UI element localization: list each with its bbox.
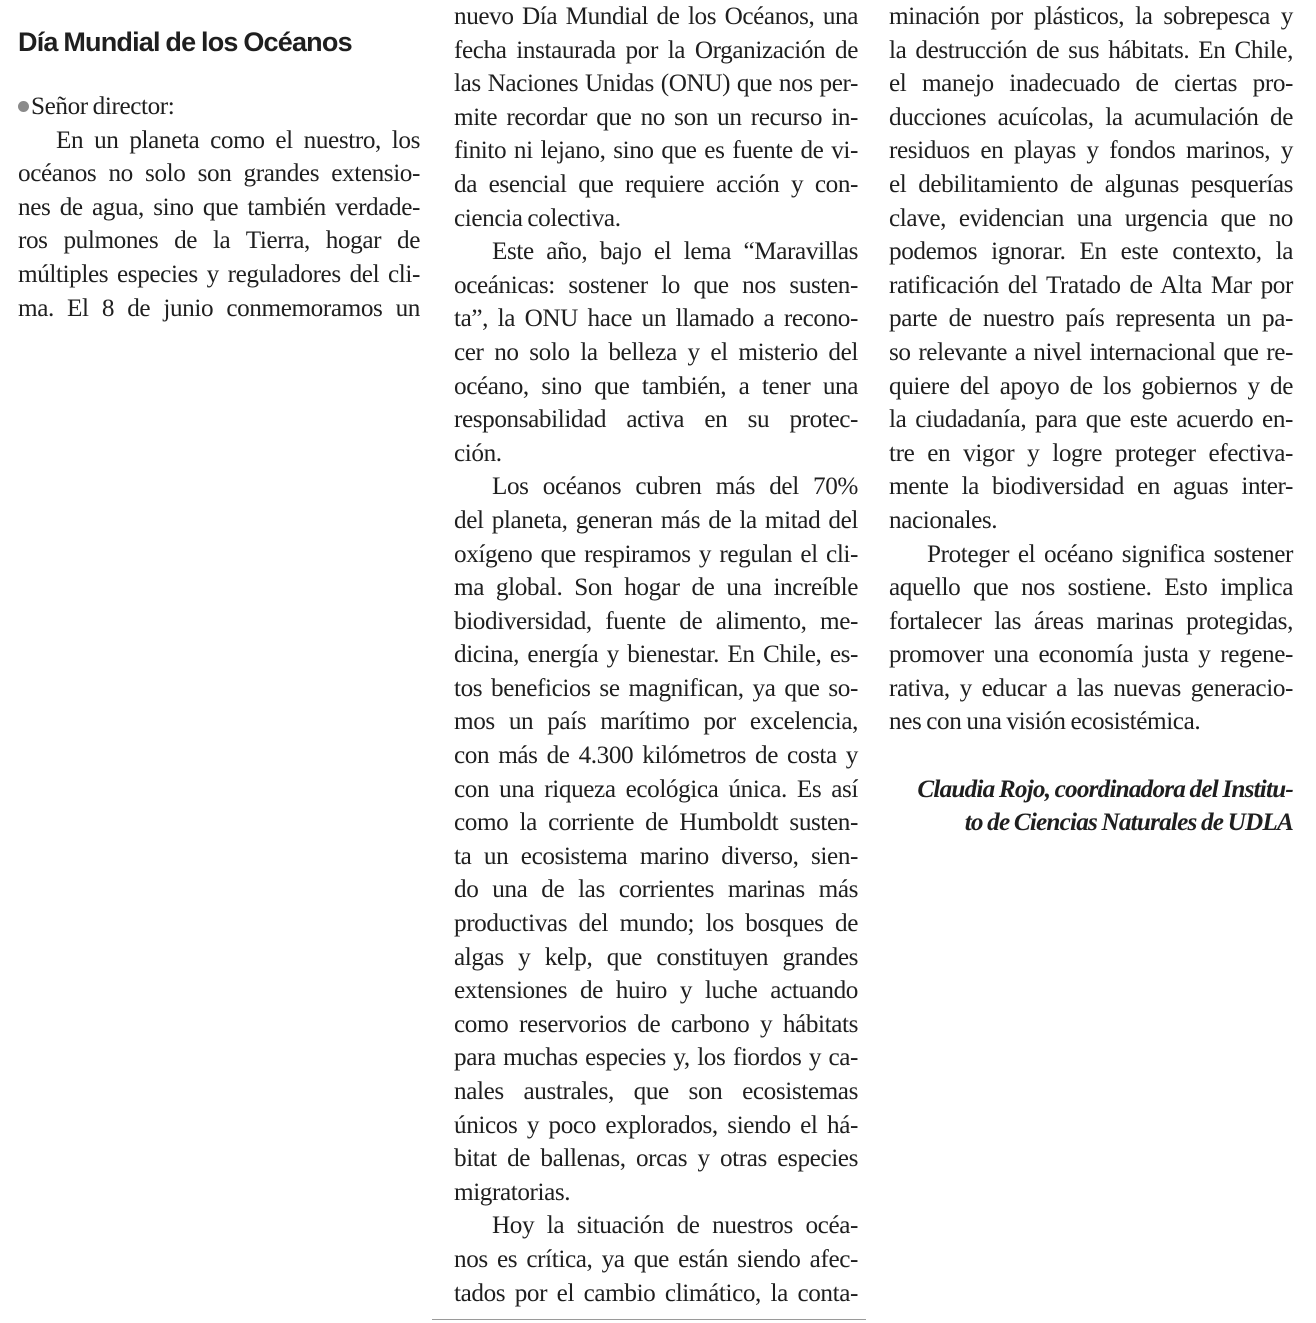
text-line: ma. El 8 de junio conmemoramos un: [18, 294, 420, 322]
text-line: rativa, y educar a las nuevas generacio-: [889, 674, 1293, 702]
bullet-icon: [18, 101, 29, 112]
article-column-1: [18, 0, 420, 325]
text-line: ción.: [454, 439, 502, 467]
article-column-3: [889, 0, 1293, 840]
text-line: ta”, la ONU hace un llamado a recono-: [454, 305, 858, 333]
text-line: para muchas especies y, los fiordos y ca-: [454, 1044, 858, 1072]
text-line: nales australes, que son ecosistemas: [454, 1078, 858, 1105]
article-title: Día Mundial de los Océanos: [18, 27, 352, 57]
text-line: promover una economía justa y regene-: [889, 641, 1293, 669]
text-line: extensiones de huiro y luche actuando: [454, 977, 858, 1005]
text-line: do una de las corrientes marinas más: [454, 876, 858, 904]
text-line: quiere del apoyo de los gobiernos y de: [889, 372, 1293, 400]
text-line: En un planeta como el nuestro, los: [56, 126, 420, 154]
salutation: [18, 90, 420, 124]
text-line: únicos y poco explorados, siendo el há-: [454, 1111, 858, 1139]
text-line: la ciudadanía, para que este acuerdo en-: [889, 406, 1293, 434]
text-line: fortalecer las áreas marinas protegidas,: [889, 607, 1293, 635]
text-line: nes de agua, sino que también verdade-: [18, 193, 420, 221]
text-line: dicina, energía y bienestar. En Chile, es-: [454, 641, 858, 669]
text-line: nos es crítica, ya que están siendo afec-: [454, 1245, 858, 1273]
text-line: oxígeno que respiramos y regulan el cli-: [454, 540, 858, 568]
text-line: minación por plásticos, la sobrepesca y: [889, 3, 1293, 30]
text-line: da esencial que requiere acción y con-: [454, 170, 858, 198]
text-line: Proteger el océano significa sostener: [927, 540, 1293, 568]
text-line: la destrucción de sus hábitats. En Chile,: [889, 36, 1293, 64]
text-line: tos beneficios se magnifican, ya que so-: [454, 674, 858, 702]
text-line: océanos no solo son grandes extensio-: [18, 160, 420, 188]
text-line: biodiversidad, fuente de alimento, me-: [454, 607, 858, 635]
text-line: con más de 4.300 kilómetros de costa y: [454, 742, 858, 770]
text-line: del planeta, generan más de la mitad del: [454, 506, 858, 534]
text-line: como reservorios de carbono y hábitats: [454, 1010, 858, 1038]
paragraph-spacer: [889, 739, 1293, 773]
text-line: ducciones acuícolas, la acumulación de: [889, 103, 1293, 131]
text-line: ratificación del Tratado de Alta Mar por: [889, 271, 1293, 299]
text-line: múltiples especies y reguladores del cli-: [18, 260, 420, 288]
text-line: so relevante a nivel internacional que re-: [889, 338, 1293, 366]
text-line: bitat de ballenas, orcas y otras especies: [454, 1145, 858, 1173]
salutation-text: Señor director:: [31, 93, 175, 120]
text-line: responsabilidad activa en su protec-: [454, 406, 858, 434]
text-line: ma global. Son hogar de una increíble: [454, 574, 858, 602]
article-column-2: [454, 0, 858, 1310]
text-line: el manejo inadecuado de ciertas pro-: [889, 70, 1293, 98]
text-line: las Naciones Unidas (ONU) que nos per-: [454, 70, 858, 98]
text-line: ciencia colectiva.: [454, 204, 621, 232]
text-line: Los océanos cubren más del 70%: [492, 473, 858, 501]
signature-line: to de Ciencias Naturales de UDLA: [964, 809, 1293, 837]
text-line: aquello que nos sostiene. Esto implica: [889, 574, 1293, 602]
text-line: océano, sino que también, a tener una: [454, 372, 858, 400]
text-line: mos un país marítimo por excelencia,: [454, 708, 858, 736]
text-line: productivas del mundo; los bosques de: [454, 910, 858, 938]
text-line: cer no solo la belleza y el misterio del: [454, 338, 858, 366]
text-line: podemos ignorar. En este contexto, la: [889, 238, 1293, 266]
text-line: fecha instaurada por la Organización de: [454, 36, 858, 64]
text-line: Hoy la situación de nuestros océa-: [492, 1212, 858, 1240]
text-line: mente la biodiversidad en aguas inter-: [889, 473, 1293, 501]
text-line: con una riqueza ecológica única. Es así: [454, 775, 858, 803]
text-line: migratorias.: [454, 1178, 571, 1206]
text-line: nuevo Día Mundial de los Océanos, una: [454, 3, 858, 30]
text-line: tados por el cambio climático, la conta-: [454, 1279, 858, 1307]
text-line: mite recordar que no son un recurso in-: [454, 103, 858, 131]
text-line: nes con una visión ecosistémica.: [889, 708, 1201, 736]
text-line: el debilitamiento de algunas pesquerías: [889, 170, 1293, 198]
text-line: residuos en playas y fondos marinos, y: [889, 137, 1293, 165]
text-line: ros pulmones de la Tierra, hogar de: [18, 227, 420, 255]
text-line: como la corriente de Humboldt susten-: [454, 809, 858, 837]
signature-line: Claudia Rojo, coordinadora del Institu-: [917, 775, 1293, 803]
column-divider-rule: [432, 1319, 866, 1320]
text-line: oceánicas: sostener lo que nos susten-: [454, 271, 858, 299]
text-line: ta un ecosistema marino diverso, sien-: [454, 842, 858, 870]
text-line: nacionales.: [889, 506, 998, 534]
text-line: Este año, bajo el lema “Maravillas: [492, 238, 858, 266]
text-line: parte de nuestro país representa un pa-: [889, 305, 1293, 333]
text-line: algas y kelp, que constituyen grandes: [454, 943, 858, 971]
text-line: clave, evidencian una urgencia que no: [889, 204, 1293, 232]
text-line: tre en vigor y logre proteger efectiva-: [889, 439, 1293, 467]
text-line: finito ni lejano, sino que es fuente de vi-: [454, 137, 858, 165]
